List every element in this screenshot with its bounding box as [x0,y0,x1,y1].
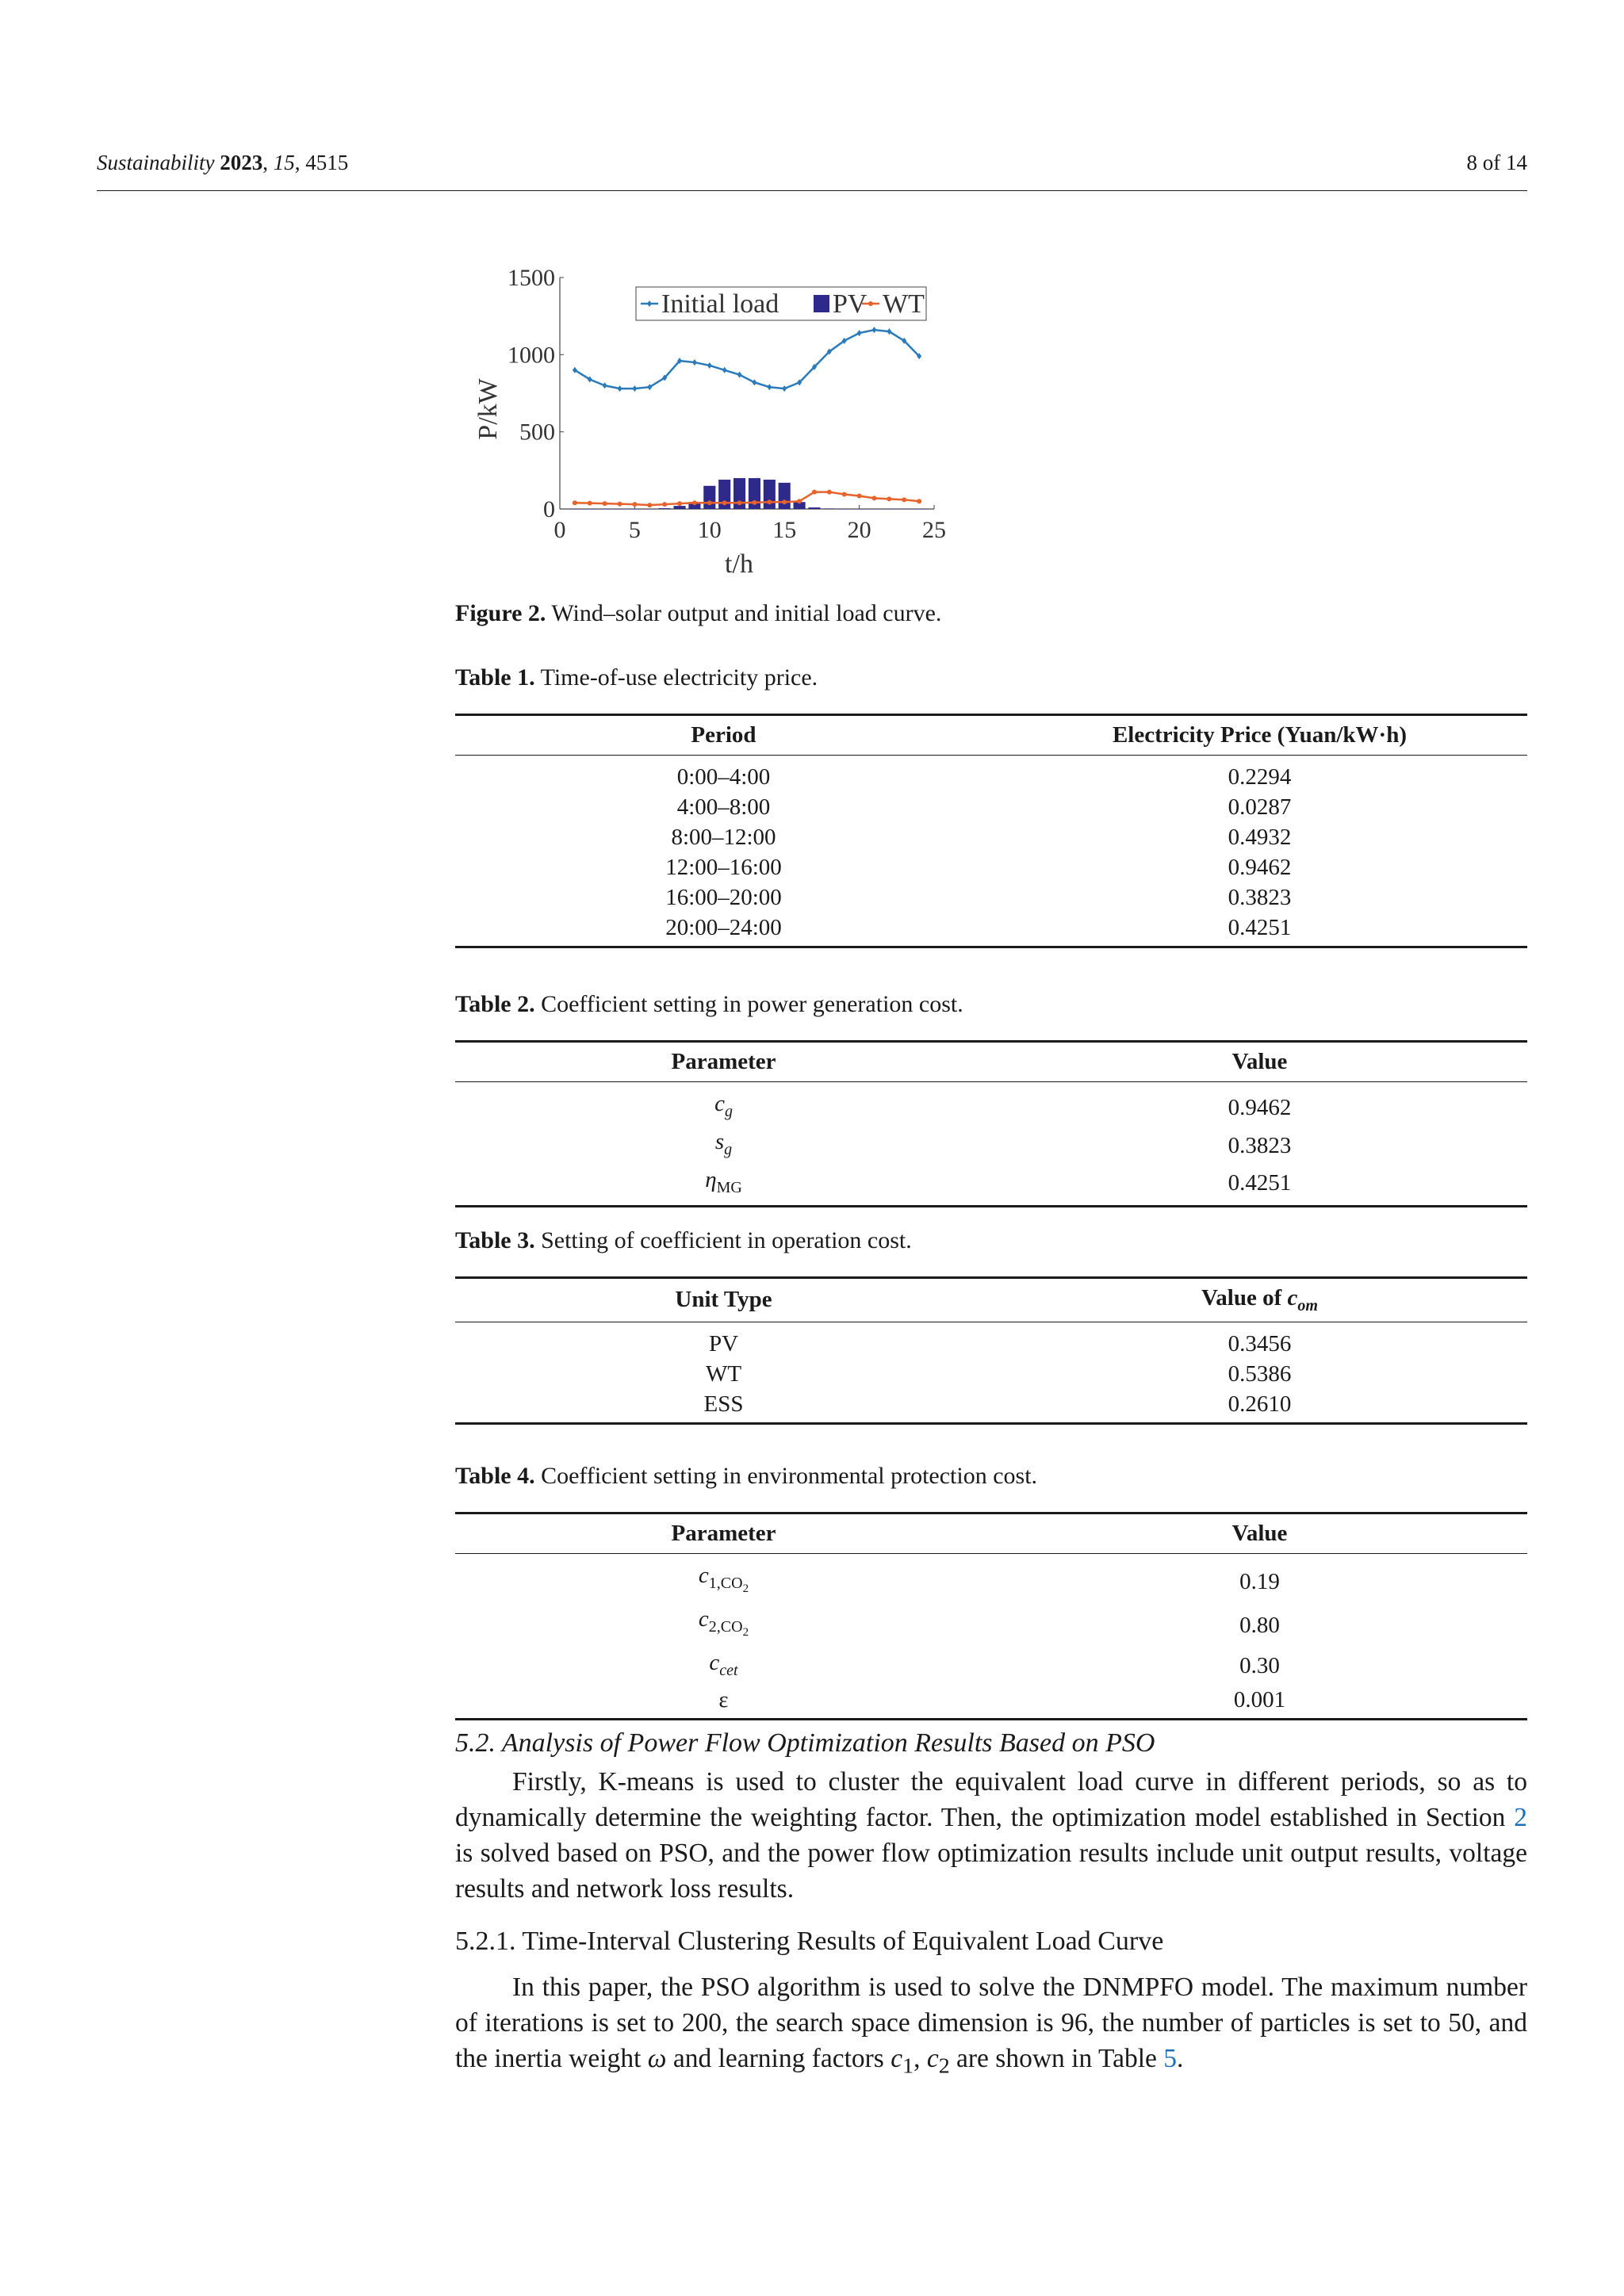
wt-point [588,501,592,506]
table-row [455,792,1527,822]
table-cell [455,1554,992,1604]
table-2-caption [455,991,963,1018]
wt-point [677,501,682,506]
symbol-eta-mg: $\eta_{MG}$ [705,1166,742,1196]
running-header: Sustainability 2023, 15, 4515 [97,151,349,174]
table-2-header-value: Value [992,1042,1527,1082]
table-2-label: Table 2. [455,991,535,1017]
table-row [455,1389,1527,1424]
table-cell: 0.3823 [1228,1132,1292,1158]
table-5-link[interactable]: 5 [1163,2044,1178,2073]
initial-load-point [871,327,876,333]
initial-load-point [737,372,742,378]
wt-point [842,492,847,497]
pv-bar [808,507,820,509]
table-cell: 0.2610 [992,1389,1527,1424]
table-cell: 0.30 [1239,1653,1280,1679]
table-2-caption-text: Coefficient setting in power generation cost. [541,991,963,1017]
x-tick-label: 0 [553,517,566,543]
table-cell: 20:00–24:00 [455,913,992,947]
pv-bar [569,509,580,510]
table-cell: 0.4251 [992,1165,1527,1207]
table-cell: 0.4251 [992,913,1527,947]
table-cell: 0.4932 [1228,825,1292,850]
pv-bar [883,509,895,510]
initial-load-point [707,362,712,369]
section-2-link[interactable]: 2 [1514,1803,1527,1832]
initial-load-point [603,382,607,388]
pv-bar [703,486,715,509]
pv-bar [853,509,865,510]
initial-load-point [632,385,637,392]
x-tick-label: 15 [772,517,797,543]
initial-load-series-line [575,330,919,388]
initial-load-point [618,385,622,392]
wt-point [647,503,652,507]
table-cell: 0.3823 [1228,885,1292,910]
table-4-header-parameter: Parameter [455,1513,992,1554]
table-cell: WT [705,1360,742,1387]
wt-point [618,502,622,507]
table-row [455,1359,1527,1389]
wt-series-line [575,492,919,506]
y-tick-label: 1500 [508,265,555,291]
table-4-caption-text: Coefficient setting in environmental protection cost. [541,1463,1038,1489]
table-cell: 0:00–4:00 [676,764,771,790]
pv-bar [673,506,685,509]
table-cell: 0.001 [992,1685,1527,1720]
table-cell: 0.5386 [1228,1360,1292,1387]
figure-2-caption [455,600,941,627]
table-cell [455,1165,992,1207]
x-tick-label: 25 [922,517,946,543]
legend-swatch-pv [814,295,829,312]
table-cell [455,1604,992,1647]
symbol-c2-co2: $c_{2,CO_2}$ [698,1605,749,1639]
initial-load-point [647,384,652,390]
article-number: 4515 [305,151,349,174]
section-5-2-paragraph: Firstly, K-means is used to cluster the equivalent load curve in different periods, so as to dynamically determine the weighting factor. Then, the optimization model established in Section 2 is solved based on PSO, and the power flow optimization results include unit output results, voltage results and network loss results. [455,1767,1527,1904]
header-rule [97,190,1527,191]
table-row [455,882,1527,913]
wt-point [692,500,697,505]
table-4-label: Table 4. [455,1463,535,1489]
pv-bar [629,509,641,510]
legend-label-initial-load: Initial load [661,289,779,319]
initial-load-point [887,328,891,335]
table-row [455,1127,1527,1165]
section-5-2-1-paragraph: In this paper, the PSO algorithm is used to solve the DNMPFO model. The maximum number of iterations is set to 200, the search space dimension is 96, the number of particles is set to 50, and the inertia weight ω and learning factors $c_1$, $c_2$ are shown in Table 5. [455,1973,1527,2079]
table-row [455,822,1527,852]
journal-volume: 15 [273,151,295,174]
section-5-2-1-title: 5.2.1. Time-Interval Clustering Results of Equivalent Load Curve [455,1927,1164,1956]
table-row [455,1082,1527,1127]
table-cell: 4:00–8:00 [676,794,771,820]
table-cell: PV [708,1330,739,1357]
symbol-c-g: $c_g$ [714,1091,733,1120]
table-1 [455,714,1527,948]
y-tick-label: 0 [543,496,555,522]
table-row [455,1604,1527,1647]
pv-bar [584,509,596,510]
table-1-header-price: Electricity Price (Yuan/kW·h) [992,715,1527,756]
table-row [455,852,1527,882]
wt-point [797,499,802,503]
table-cell [455,1127,992,1165]
pv-bar [914,509,925,510]
pv-bar [764,480,776,509]
initial-load-point [588,376,592,382]
wt-point [632,502,637,507]
table-cell [455,1082,992,1127]
table-cell: 0.2294 [1228,764,1292,790]
symbol-s-g: $s_g$ [714,1128,733,1158]
table-cell: ESS [455,1389,992,1424]
pv-bar [868,509,880,510]
wt-point [752,500,756,505]
table-row [455,1685,1527,1720]
table-row [455,1554,1527,1604]
table-4 [455,1512,1527,1720]
table-1-caption [455,664,818,691]
table-cell: 0.80 [1239,1613,1280,1639]
table-4-header-value: Value [992,1513,1527,1554]
pv-bar [614,509,626,510]
table-cell: 0.9462 [1228,855,1292,880]
table-row [455,1165,1527,1207]
figure-2-caption-text: Wind–solar output and initial load curve. [551,600,942,626]
table-3 [455,1276,1527,1425]
wt-point [887,496,891,501]
initial-load-point [722,367,727,373]
table-cell [455,1685,992,1720]
initial-load-point [782,385,787,392]
pv-bar [599,509,611,510]
wt-point [902,497,906,502]
wt-point [722,500,727,505]
pv-bar [898,509,910,510]
initial-load-point [692,359,697,365]
wt-point [707,500,712,505]
legend-label-wt: WT [883,289,925,319]
legend-label-pv: PV [833,289,868,319]
journal-name: Sustainability [97,151,215,174]
figure-2-chart [444,254,967,587]
pv-bar [644,509,656,510]
table-row [455,1647,1527,1686]
table-cell: 8:00–12:00 [671,825,776,850]
legend-marker-wt [868,301,873,306]
table-3-caption [455,1227,912,1254]
table-cell: 0.9462 [1228,1094,1292,1120]
table-1-header-period: Period [455,715,992,756]
table-cell: 12:00–16:00 [665,855,782,880]
wt-point [603,501,607,506]
wt-point [662,502,667,507]
wt-point [827,490,832,495]
section-5-2-title: 5.2. Analysis of Power Flow Optimization Results Based on PSO [455,1728,1155,1758]
x-tick-label: 20 [847,517,871,543]
initial-load-point [752,379,756,385]
table-1-label: Table 1. [455,664,535,691]
pv-bar [659,508,671,509]
wt-point [767,499,772,504]
initial-load-point [573,367,577,373]
wt-point [737,500,742,505]
wt-point [573,500,577,505]
table-1-caption-text: Time-of-use electricity price. [540,664,818,691]
symbol-epsilon: ε [718,1687,729,1713]
y-tick-label: 1000 [508,342,555,369]
wt-point [812,490,817,495]
table-cell: 0.19 [1239,1569,1280,1595]
table-cell: 0.3456 [1228,1330,1292,1357]
x-tick-label: 5 [628,517,641,543]
table-2-header-parameter: Parameter [455,1042,992,1082]
x-axis-label: t/h [725,549,753,579]
figure-2-label: Figure 2. [455,600,546,626]
pv-bar [779,483,791,509]
symbol-c-om: $c_{om}$ [1287,1285,1318,1314]
pv-bar [838,509,850,510]
table-3-label: Table 3. [455,1227,535,1253]
table-3-header-value: Value of $c_{om}$ [992,1278,1527,1322]
wt-point [871,496,876,500]
table-cell: 16:00–20:00 [665,885,782,910]
journal-year: 2023 [220,151,263,174]
page-number: 8 of 14 [1466,151,1527,174]
symbol-c1-co2: $c_{1,CO_2}$ [698,1563,749,1595]
wt-point [782,499,787,504]
initial-load-point [857,330,862,336]
table-2 [455,1040,1527,1207]
table-cell: 0.0287 [1228,794,1292,820]
y-axis-label: P/kW [473,378,503,440]
table-3-caption-text: Setting of coefficient in operation cost. [541,1227,912,1253]
table-4-caption [455,1463,1037,1490]
table-row [455,1322,1527,1359]
table-row [455,913,1527,947]
table-row [455,756,1527,793]
y-tick-label: 500 [519,419,555,446]
table-3-header-unit-type: Unit Type [455,1278,992,1322]
table-cell [455,1647,992,1686]
wt-point [917,499,921,503]
symbol-c-cet: $c_{cet}$ [709,1649,738,1679]
pv-bar [823,508,835,509]
initial-load-point [767,384,772,390]
wt-point [857,493,862,498]
x-tick-label: 10 [697,517,722,543]
